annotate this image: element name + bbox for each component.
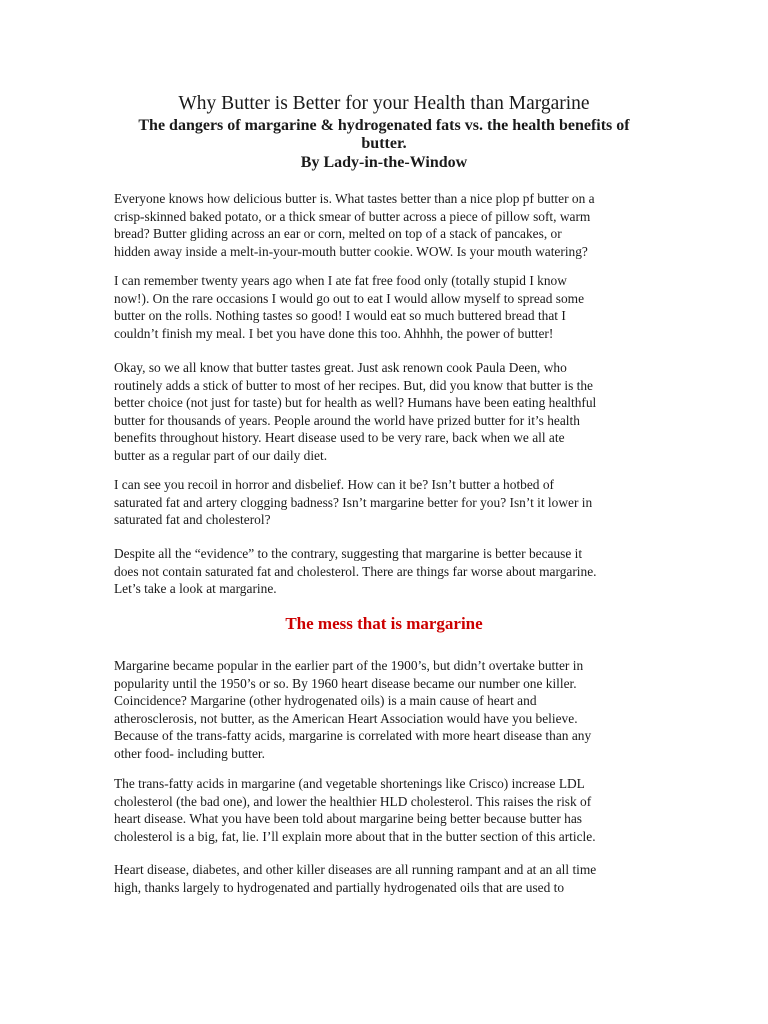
article-byline: By Lady-in-the-Window bbox=[300, 154, 468, 171]
paragraph-intro: Everyone knows how delicious butter is. What tastes better than a nice plop pf butter on a crisp-skinned baked potato, or a thick smear of butter across a piece of pillow soft, warm bread? Butter gliding across an ear or corn, melted on top of a stack of pancakes, or hidden away inside a melt-in-your-mouth butter cookie. WOW. Is your mouth watering? bbox=[114, 191, 595, 259]
paragraph-memory: I can remember twenty years ago when I ate fat free food only (totally stupid I know now!). On the rare occasions I would go out to eat I would allow myself to spread some butter on the rolls. Nothing tastes so good! I would eat so much buttered bread that I couldn’t finish my meal. I bet you have done this too. Ahhhh, the power of butter! bbox=[114, 273, 585, 341]
article-subtitle: The dangers of margarine & hydrogenated fats vs. the health benefits of butter. bbox=[138, 117, 630, 152]
paragraph-evidence: Despite all the “evidence” to the contrary, suggesting that margarine is better because it does not contain saturated fat and cholesterol. There are things far worse about margarine. Let’s take a look at margarine. bbox=[114, 546, 597, 597]
section-heading-margarine: The mess that is margarine bbox=[285, 614, 483, 633]
paragraph-diseases: Heart disease, diabetes, and other killer diseases are all running rampant and at an all time high, thanks largely to hydrogenated and partially hydrogenated oils that are used to bbox=[114, 862, 597, 895]
paragraph-margarine-history: Margarine became popular in the earlier part of the 1900’s, but didn’t overtake butter in popularity until the 1950’s or so. By 1960 heart disease became our number one killer. Coincidence? Margarine (other hydrogenated oils) is a main cause of heart and atherosclerosis, not butter, as the American Heart Association would have you believe. Because of the trans-fatty acids, margarine is correlated with more heart disease than any other food- including butter. bbox=[114, 658, 592, 761]
paragraph-disbelief: I can see you recoil in horror and disbelief. How can it be? Isn’t butter a hotbed of saturated fat and artery clogging badness? Isn’t margarine better for you? Isn’t it lower in saturated fat and cholesterol? bbox=[114, 477, 593, 528]
paragraph-butter-health: Okay, so we all know that butter tastes great. Just ask renown cook Paula Deen, who routinely adds a stick of butter to most of her recipes. But, did you know that butter is the better choice (not just for taste) but for health as well? Humans have been eating healthful butter for thousands of years. People around the world have prized butter for it’s health benefits throughout history. Heart disease used to be very rare, back when we all ate butter as a regular part of our daily diet. bbox=[114, 360, 597, 463]
article-title: Why Butter is Better for your Health than Margarine bbox=[178, 93, 590, 114]
paragraph-trans-fat: The trans-fatty acids in margarine (and vegetable shortenings like Crisco) increase LDL cholesterol (the bad one), and lower the healthier HLD cholesterol. This raises the risk of heart disease. What you have been told about margarine being better because butter has cholesterol is a big, fat, lie. I’ll explain more about that in the butter section of this article. bbox=[114, 776, 596, 844]
